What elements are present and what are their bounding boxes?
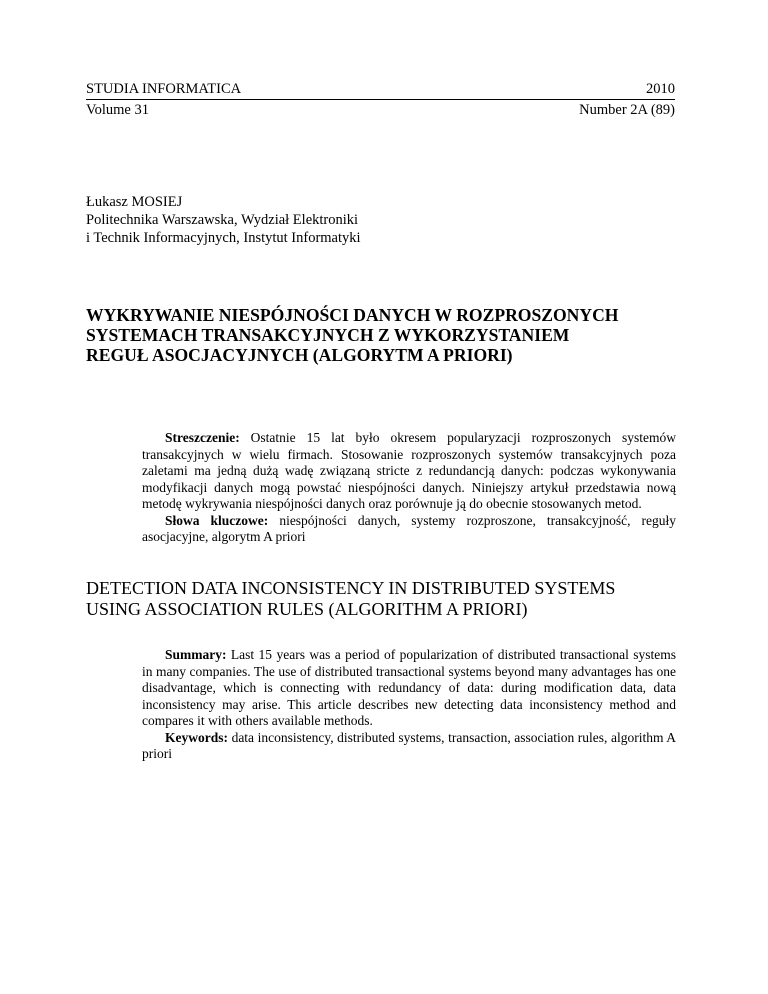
title-english-line-1: DETECTION DATA INCONSISTENCY IN DISTRIBUTED SYSTEMS [86,578,616,598]
keywords-polish-label: Słowa kluczowe: [165,512,269,528]
title-english [86,578,686,620]
header-rule [86,99,675,100]
journal-number: Number 2A (89) [579,102,675,118]
journal-name: STUDIA INFORMATICA [86,81,242,97]
title-polish [86,305,686,365]
keywords-english-label: Keywords: [165,729,228,745]
keywords-english-paragraph [142,730,676,763]
title-polish-line-1: WYKRYWANIE NIESPÓJNOŚCI DANYCH W ROZPROSZONYCH [86,305,619,325]
abstract-english [142,647,676,763]
author-name: Łukasz MOSIEJ [86,194,183,210]
journal-header [86,80,675,119]
abstract-english-label: Summary: [165,647,227,662]
keywords-english-text: data inconsistency, distributed systems, transaction, association rules, algorithm A priori [142,729,677,761]
abstract-polish [142,430,676,546]
title-polish-line-2: SYSTEMACH TRANSAKCYJNYCH Z WYKORZYSTANIEM [86,325,570,345]
title-english-line-2: USING ASSOCIATION RULES (ALGORITHM A PRIORI) [86,599,528,619]
title-polish-line-3: REGUŁ ASOCJACYJNYCH (ALGORYTM A PRIORI) [86,345,513,365]
author-affiliation-1: Politechnika Warszawska, Wydział Elektroniki [86,212,359,228]
author-affiliation-2: i Technik Informacyjnych, Instytut Informatyki [86,230,361,246]
abstract-polish-label: Streszczenie: [165,430,240,445]
keywords-polish-paragraph [142,513,676,546]
abstract-english-paragraph [142,647,676,730]
abstract-polish-paragraph [142,430,676,513]
header-bottom-row [86,101,675,119]
abstract-polish-text: Ostatnie 15 lat było okresem popularyzacji rozproszonych systemów transakcyjnych w wielu firmach. Stosowanie rozproszonych systemów transakcyjnych poza zaletami ma jedną dużą wadę związaną stricte z redundancją danych: podczas wykonywania modyfikacji danych mogą powstać niespójności danych. Niniejszy artykuł przedstawia nową metodę wykrywania niespójności danych oraz porównuje ją do obecnie stosowanych metod. [142,430,676,511]
abstract-english-text: Last 15 years was a period of popularization of distributed transactional systems in many companies. The use of distributed transactional systems beyond many advantages has one disadvantage, which is connecting with redundancy of data: during modification data, data inconsistency may arise. This article describes new detecting data inconsistency method and compares it with others available methods. [142,647,676,728]
journal-year: 2010 [646,81,675,97]
keywords-polish-text: niespójności danych, systemy rozproszone, transakcyjność, reguły asocjacyjne, algorytm A priori [142,512,676,544]
author-block [86,193,361,247]
header-top-row [86,80,675,98]
journal-volume: Volume 31 [86,102,149,118]
